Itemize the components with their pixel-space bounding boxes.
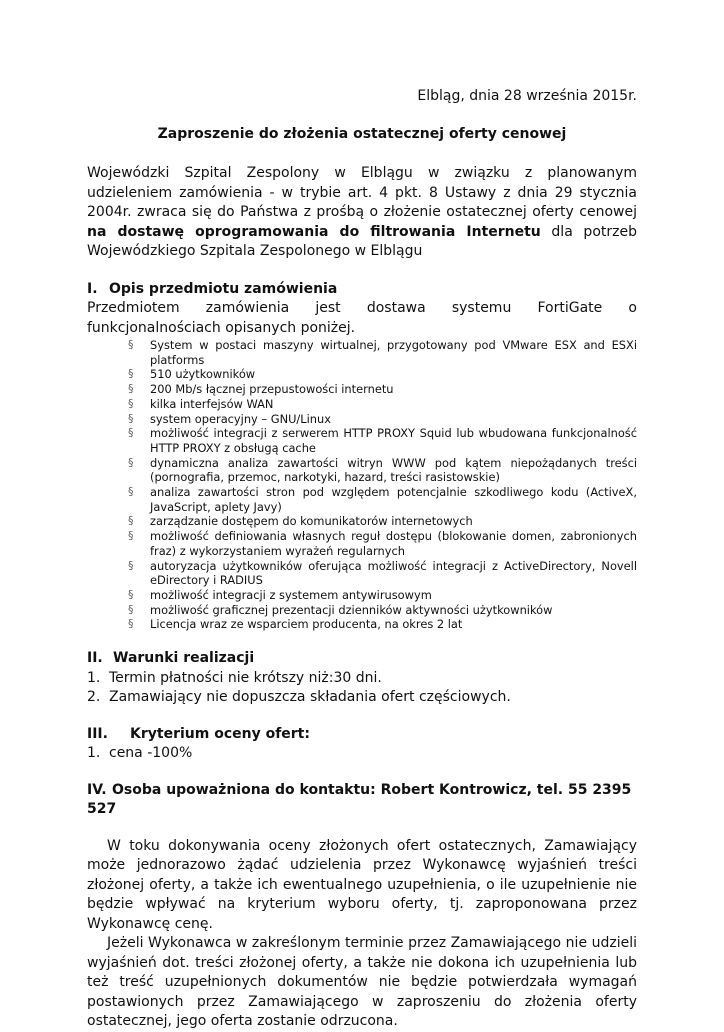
list-item xyxy=(128,338,637,367)
section-2-heading xyxy=(87,649,637,669)
list-item-text: możliwość integracji z systemem antywirusowym xyxy=(150,587,432,602)
section-2-title: Warunki realizacji xyxy=(113,650,255,667)
bullet-symbol: § xyxy=(128,367,134,381)
bullet-symbol: § xyxy=(128,485,134,499)
requirements-list xyxy=(87,338,637,632)
document-title: Zaproszenie do złożenia ostatecznej oferty cenowej xyxy=(157,126,567,142)
list-item-number: 1. xyxy=(87,669,101,686)
list-item-text: 510 użytkowników xyxy=(150,367,256,382)
list-item-text: możliwość graficznej prezentacji dzienników aktywności użytkowników xyxy=(150,602,553,617)
bullet-symbol: § xyxy=(128,426,134,440)
bullet-symbol: § xyxy=(128,617,134,631)
list-item xyxy=(128,529,637,558)
list-item-text: możliwość definiowania własnych reguł dostępu (blokowanie domen, zabronionych fraz) z wykorzystaniem wyrażeń regularnych xyxy=(150,529,637,558)
list-item-text: Termin płatności nie krótszy niż:30 dni. xyxy=(109,669,382,686)
bullet-symbol: § xyxy=(128,587,134,601)
list-item xyxy=(128,603,637,618)
section-4-heading xyxy=(87,781,637,820)
list-item xyxy=(128,367,637,382)
closing-paragraph-2: Jeżeli Wykonawca w zakreślonym terminie przez Zamawiającego nie udzieli wyjaśnień dot. treści złożonej oferty, a także nie dokona ich uzupełnienia lub też treść uzupełnionych dokumentów nie będzie potwierdzała wymagań postawionych przez Zamawiającego w zaproszeniu do złożenia oferty ostatecznej, jego oferta zostanie odrzucona. xyxy=(87,935,637,1030)
bullet-symbol: § xyxy=(128,455,134,469)
intro-text-before: Wojewódzki Szpital Zespolony w Elblągu w związku z planowanym udzieleniem zamówienia - w trybie art. 4 pkt. 8 Ustawy z dnia 29 stycznia 2004r. zwraca się do Państwa z prośbą o złożenie ostatecznej oferty cenowej xyxy=(87,165,637,220)
section-3-number: III. xyxy=(87,725,108,742)
conditions-list xyxy=(87,669,637,708)
list-item-text: zarządzanie dostępem do komunikatorów internetowych xyxy=(150,514,473,529)
list-item xyxy=(128,485,637,514)
list-item xyxy=(128,412,637,427)
section-4-number: IV. xyxy=(87,781,107,798)
list-item-text: 200 Mb/s łącznej przepustowości internetu xyxy=(150,382,394,397)
section-2-number: II. xyxy=(87,650,103,667)
list-item xyxy=(128,559,637,588)
list-item-text: analiza zawartości stron pod względem potencjalnie szkodliwego kodu (ActiveX, JavaScript, aplety Javy) xyxy=(150,485,637,514)
section-1-title: Opis przedmiotu zamówienia xyxy=(109,280,338,297)
bullet-symbol: § xyxy=(128,338,134,351)
section-1-paragraph: Przedmiotem zamówienia jest dostawa systemu FortiGate o funkcjonalnościach opisanych poniżej. xyxy=(87,300,637,336)
bullet-symbol: § xyxy=(128,514,134,528)
list-item xyxy=(128,514,637,529)
section-1-heading xyxy=(87,280,637,300)
closing-paragraph-1: W toku dokonywania oceny złożonych ofert ostatecznych, Zamawiający może jednorazowo żądać udzielenia przez Wykonawcę wyjaśnień treści złożonej oferty, a także ich ewentualnego uzupełnienia, o ile uzupełnienie nie będzie wpływać na kryterium wyboru oferty, tj. zaproponowana przez Wykonawcę cenę. xyxy=(87,837,637,932)
document-date: Elbląg, dnia 28 września 2015r. xyxy=(417,88,637,104)
list-item xyxy=(128,617,637,632)
list-item-text: system operacyjny – GNU/Linux xyxy=(150,411,331,426)
section-3-heading xyxy=(87,725,637,745)
list-item-text: Licencja wraz ze wsparciem producenta, na okres 2 lat xyxy=(150,617,463,632)
list-item xyxy=(128,456,637,485)
intro-text-bold: na dostawę oprogramowania do filtrowania Internetu xyxy=(87,223,541,240)
bullet-symbol: § xyxy=(128,396,134,410)
list-item xyxy=(87,669,637,689)
bullet-symbol: § xyxy=(128,602,134,616)
list-item-text: System w postaci maszyny wirtualnej, przygotowany pod VMware ESX and ESXi platforms xyxy=(150,338,637,367)
bullet-symbol: § xyxy=(128,529,134,543)
criteria-list xyxy=(87,744,637,764)
list-item-text: autoryzacja użytkowników oferująca możliwość integracji z ActiveDirectory, Novell eDirectory i RADIUS xyxy=(150,558,637,588)
list-item-text: możliwość integracji z serwerem HTTP PROXY Squid lub wbudowana funkcjonalność HTTP PROXY z obsługą cache xyxy=(150,426,637,455)
list-item-text: kilka interfejsów WAN xyxy=(150,396,274,411)
bullet-symbol: § xyxy=(128,558,134,572)
section-1-number: I. xyxy=(87,280,98,297)
list-item xyxy=(87,744,637,764)
bullet-symbol: § xyxy=(128,411,134,425)
list-item xyxy=(128,588,637,603)
list-item xyxy=(128,397,637,412)
bullet-symbol: § xyxy=(128,382,134,396)
list-item-number: 2. xyxy=(87,689,101,706)
list-item-text: cena -100% xyxy=(109,745,193,762)
list-item-text: dynamiczna analiza zawartości witryn WWW pod kątem niepożądanych treści (pornografia, przemoc, narkotyki, hazard, treści rasistowskie) xyxy=(150,455,637,485)
list-item xyxy=(128,382,637,397)
list-item-text: Zamawiający nie dopuszcza składania ofert częściowych. xyxy=(109,689,511,706)
section-3-title: Kryterium oceny ofert: xyxy=(130,725,310,742)
list-item xyxy=(87,688,637,708)
intro-text-after: dla potrzeb Wojewódzkiego Szpitala Zespolonego w Elblągu xyxy=(87,223,637,259)
section-4-title: Osoba upoważniona do kontaktu: Robert Kontrowicz, tel. 55 2395 527 xyxy=(87,781,632,818)
list-item-number: 1. xyxy=(87,745,101,762)
intro-paragraph xyxy=(87,164,637,262)
list-item xyxy=(128,426,637,455)
